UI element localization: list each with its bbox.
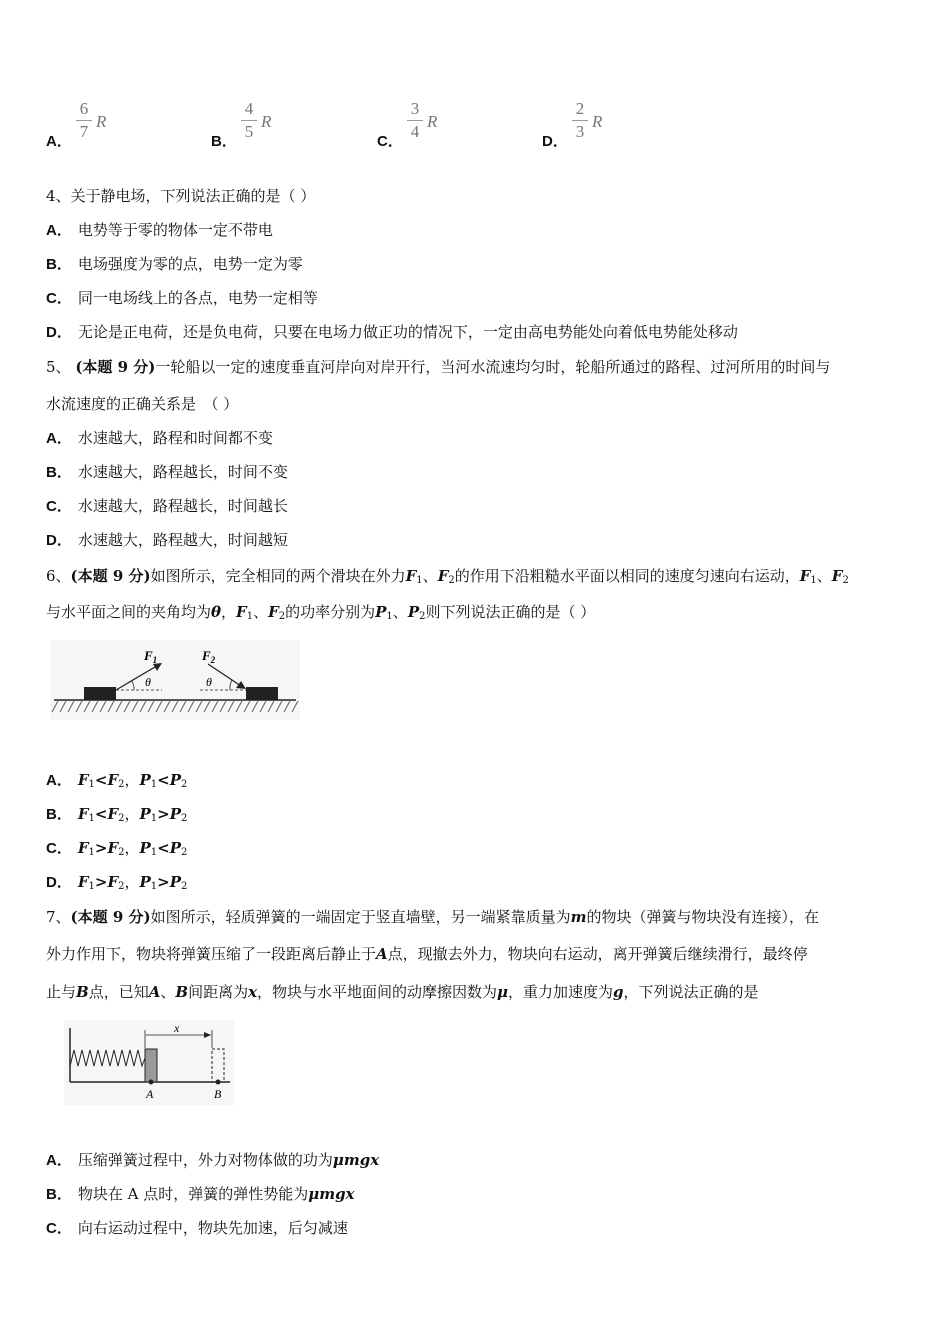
q3-option-d-fraction: 2 3 [572, 100, 588, 141]
q3-option-a-label: A． [46, 133, 72, 150]
q4-option-d: D． 无论是正电荷，还是负电荷，只要在电场力做正功的情况下，一定由高电势能处向着低电势能处移动 [46, 323, 738, 341]
q6-option-d: D． $F_1>F_2$，$P_1>P_2$ [46, 873, 188, 892]
q7-option-b: B． 物块在 A 点时，弹簧的弹性势能为μmgx [46, 1185, 355, 1203]
q3-option-d-var: R [592, 112, 603, 131]
q3-option-c-var: R [427, 112, 438, 131]
fig-label-theta-1: θ [145, 675, 151, 689]
q6-sliders-figure [50, 640, 300, 720]
q3-option-a-var: R [96, 112, 107, 131]
q5-option-c: C． 水速越大，路程越长，时间越长 [46, 497, 288, 515]
q7-stem-line2: 外力作用下，物块将弹簧压缩了一段距离后静止于A点，现撤去外力，物块向右运动，离开弹簧后继续滑行，最终停 [46, 945, 808, 963]
q3-option-b-fraction: 4 5 [241, 100, 257, 141]
q7-stem-line1: 7、(本题 9 分)如图所示，轻质弹簧的一端固定于竖直墙壁，另一端紧靠质量为m的物块（弹簧与物块没有连接），在 [46, 908, 820, 926]
block-2 [246, 687, 278, 700]
q5-stem-line1: 5、 (本题 9 分)一轮船以一定的速度垂直河岸向对岸开行，当河水流速均匀时，轮船所通过的路程、过河所用的时间与 [46, 358, 831, 376]
block-at-a [145, 1049, 157, 1082]
q3-option-b-label: B． [211, 133, 237, 150]
q5-stem-line2: 水流速度的正确关系是 （ ） [46, 395, 239, 413]
q4-option-b: B． 电场强度为零的点，电势一定为零 [46, 255, 303, 273]
q4-option-c: C． 同一电场线上的各点，电势一定相等 [46, 289, 318, 307]
q6-option-b: B． $F_1<F_2$，$P_1>P_2$ [46, 805, 188, 824]
q3-option-b-var: R [261, 112, 272, 131]
fig-label-x: x [174, 1021, 180, 1035]
q5-option-b: B． 水速越大，路程越长，时间不变 [46, 463, 288, 481]
q5-option-d: D． 水速越大，路程越大，时间越短 [46, 531, 288, 549]
q3-option-a-fraction: 6 7 [76, 100, 92, 141]
fig-label-f1: $F_1$ [144, 648, 158, 665]
fig-label-b: B [214, 1087, 222, 1101]
q3-option-d-label: D． [542, 133, 568, 150]
q6-stem-line1: 6、(本题 9 分)如图所示，完全相同的两个滑块在外力$F_1$、$F_2$的作用下沿粗糙水平面以相同的速度匀速向右运动，$F_1$、$F_2$ [46, 567, 849, 586]
q5-option-a: A． 水速越大，路程和时间都不变 [46, 429, 273, 447]
q7-option-c: C． 向右运动过程中，物块先加速，后匀减速 [46, 1219, 348, 1237]
q6-option-c: C． $F_1>F_2$，$P_1<P_2$ [46, 839, 188, 858]
fig-label-a: A [146, 1087, 154, 1101]
fig-label-theta-2: θ [206, 675, 212, 689]
q3-option-c-label: C． [377, 133, 403, 150]
block-1 [84, 687, 116, 700]
q4-option-a: A． 电势等于零的物体一定不带电 [46, 221, 273, 239]
q6-stem-line2: 与水平面之间的夹角均为θ，$F_1$、$F_2$的功率分别为$P_1$、$P_2$则下列说法正确的是（ ） [46, 603, 596, 622]
q6-option-a: A． $F_1<F_2$，$P_1<P_2$ [46, 771, 188, 790]
q4-stem: 4、关于静电场，下列说法正确的是（ ） [46, 187, 316, 205]
q3-option-c-fraction: 3 4 [407, 100, 423, 141]
fig-label-f2: $F_2$ [202, 648, 216, 665]
q7-spring-figure [64, 1020, 234, 1105]
q7-stem-line3: 止与B点，已知A、B间距离为x，物块与水平地面间的动摩擦因数为μ，重力加速度为g，下列说法正确的是 [46, 983, 759, 1001]
q7-option-a: A． 压缩弹簧过程中，外力对物体做的功为μmgx [46, 1151, 380, 1169]
